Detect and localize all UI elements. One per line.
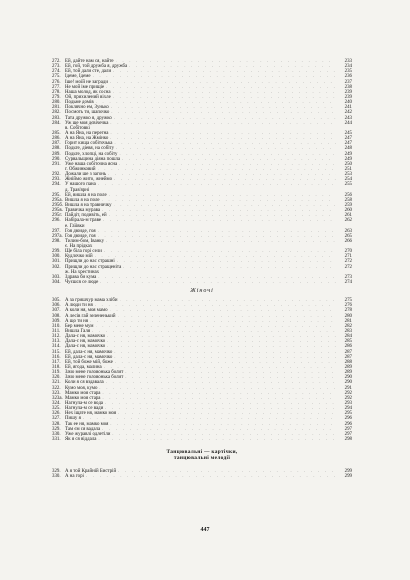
entry-page: 243 (344, 115, 352, 121)
entry-page: 291 (344, 385, 352, 391)
entry-number: 276. (52, 79, 61, 85)
entry-title: Травичка мурава (65, 208, 101, 214)
entry-page: 286 (344, 344, 352, 350)
index-entry (52, 473, 352, 478)
entry-title: Так ее ня, мамко моя (65, 421, 109, 427)
entry-title: Вишла я на поле (65, 197, 100, 203)
entry-title: Нагнула-м се вади (65, 406, 104, 412)
entry-number: 325. (52, 406, 61, 412)
entry-number: 310. (52, 323, 61, 329)
entry-page: 272 (344, 264, 352, 270)
index-entry (52, 120, 352, 125)
entry-page: 262 (344, 218, 352, 224)
entry-number: 296. (52, 218, 61, 224)
entry-title: Тата дружко я, дружко (65, 115, 112, 121)
entry-page: 265 (344, 233, 352, 239)
page-number: 447 (200, 527, 210, 533)
entry-number: 313. (52, 339, 61, 345)
entry-page: 273 (344, 274, 352, 280)
entry-title: Чуєшся се люде (65, 280, 99, 286)
index-page (52, 58, 352, 478)
entry-title: Зачо мене головонька болит (65, 370, 124, 376)
leader-dots (86, 473, 336, 478)
entry-title: Подьте, хлопці, на собіту (65, 151, 118, 157)
entry-number: 283. (52, 115, 61, 121)
leader-dots (100, 279, 336, 284)
entry-title: Дала-с ня, мамочко (65, 344, 106, 350)
leader-dots (103, 217, 336, 222)
entry-title: А лесів гай зелененький (65, 313, 116, 319)
entry-page: 285 (344, 339, 352, 345)
index-entry (52, 264, 352, 269)
entry-page: 280 (344, 313, 352, 319)
entry-title: Ей, вишла я на поле (65, 192, 107, 198)
index-entry (52, 238, 352, 243)
entry-title: Прищли до нас стращеніта (65, 264, 122, 270)
entry-title: А на Яна, на Жмінко (65, 136, 109, 142)
entry-page: 237 (344, 79, 352, 85)
entry-number: 295. (52, 192, 61, 198)
entry-page: 297 (344, 431, 352, 437)
entry-page: 241 (344, 105, 352, 111)
entry-title: Ей, ягода, малина (65, 365, 102, 371)
leader-dots (106, 238, 336, 243)
entry-number: 295в. (52, 208, 63, 214)
entry-page: 297 (344, 426, 352, 432)
entry-title: Ей, гой, той дружба я, дружба (65, 64, 128, 70)
entry-title: Гоя дюиде, гоя (65, 233, 96, 239)
entry-page: 233 (344, 59, 352, 64)
entry-number: 280. (52, 100, 61, 106)
entry-title: Уж ще моя дєвічечка (65, 120, 109, 126)
entry-page: 274 (344, 280, 352, 286)
leader-dots (98, 181, 336, 186)
entry-page: 272 (344, 259, 352, 265)
entry-page: 292 (344, 395, 352, 401)
entry-number: 321. (52, 380, 61, 386)
entry-number: 309. (52, 318, 61, 324)
entry-number: 311. (52, 329, 61, 335)
entry-title: Мамко моя стара (65, 390, 101, 396)
index-entry (52, 279, 352, 284)
entry-title: Ей, той боже мій, боже (65, 359, 113, 365)
entry-page: 247 (344, 141, 352, 147)
entry-number: 298. (52, 238, 61, 244)
entry-number: 324. (52, 401, 61, 406)
entry-page: 266 (344, 238, 352, 244)
entry-title: Ей, дала-с ня, мамочко (65, 354, 113, 360)
entry-title: Пайдіт, подивіть, ей (65, 213, 107, 219)
entry-number: 330. (52, 473, 61, 479)
entry-number: 329. (52, 468, 61, 474)
index-entry (52, 181, 352, 186)
entry-number: 323. (52, 390, 61, 396)
leader-dots (110, 120, 336, 125)
entry-number: 320. (52, 375, 61, 381)
leader-dots (123, 264, 336, 269)
entry-title: У нашого пана (65, 182, 96, 188)
entry-page: 290 (344, 380, 352, 386)
entry-page: 263 (344, 228, 352, 234)
entry-page: 234 (344, 64, 352, 70)
entry-title: Подьте, діевя, на собіту (65, 146, 115, 152)
entry-number: 328. (52, 421, 61, 427)
entry-page: 298 (344, 436, 352, 442)
entry-number: 297a. (52, 233, 63, 239)
entry-title: Бер мене мум (65, 323, 94, 329)
entry-title: А що ти ня (65, 318, 89, 324)
entry-number: 272. (52, 59, 61, 64)
entry-title: Пишу я (65, 416, 81, 422)
entry-number: 329. (52, 426, 61, 432)
entry-number: 288. (52, 146, 61, 152)
entry-title: Дожали ше з загонь (65, 172, 107, 178)
entry-title: г. Обжинковий (65, 166, 96, 172)
entry-page: 293 (344, 401, 352, 406)
entry-number: 307. (52, 308, 61, 314)
entry-title: Вишла я на травничку (65, 202, 112, 208)
entry-title: Жніймо жито, жнеймо (65, 177, 113, 183)
entry-page: 236 (344, 74, 352, 80)
entry-page: 253 (344, 172, 352, 178)
entry-page: 251 (344, 166, 352, 172)
entry-title: Ой, прихилений віхле (65, 94, 111, 100)
entry-number: 291. (52, 161, 61, 167)
entry-page: 288 (344, 359, 352, 365)
entry-number: 318. (52, 365, 61, 371)
entry-title: Набірала-м траве (65, 218, 102, 224)
entry-title: Дала-с ня, мамочко (65, 334, 106, 340)
entry-title: А коли ня, моя мамо (65, 308, 108, 314)
entry-number: 278. (52, 89, 61, 95)
entry-number: 308. (52, 313, 61, 319)
entry-number: 274. (52, 69, 61, 75)
entry-title: є. На прідках (65, 244, 93, 250)
entry-number: 312. (52, 334, 61, 340)
entry-number: 326. (52, 411, 61, 417)
entry-page: 250 (344, 161, 352, 167)
entry-number: 316. (52, 354, 61, 360)
entry-page: 281 (344, 318, 352, 324)
entry-title: А на Яна, на перегна (65, 130, 109, 136)
entry-number: 297. (52, 228, 61, 234)
entry-number: 319. (52, 370, 61, 376)
entry-number: 295б. (52, 202, 64, 208)
entry-title: Здрава би кума (65, 274, 97, 280)
entry-page: 299 (344, 473, 352, 479)
entry-title: е. Гаїівки (65, 223, 85, 229)
entry-number: 293. (52, 177, 61, 183)
entry-number: 295г. (52, 213, 63, 219)
entry-title: Уже журавлі одлетіли (65, 431, 111, 437)
entry-number: 306. (52, 303, 61, 309)
entry-number: 300. (52, 254, 61, 260)
entry-page: 248 (344, 146, 352, 152)
entry-page: 295 (344, 411, 352, 417)
entry-title: Наша молод, як сосна (65, 89, 111, 95)
entry-number: 327. (52, 416, 61, 422)
entry-page: 244 (344, 120, 352, 126)
entry-title: ж. На хрестинах (65, 269, 100, 275)
entry-title: Там єм ся вадала (65, 426, 101, 432)
entry-title: Горит кища собіточька (65, 141, 113, 147)
entry-number: 314. (52, 344, 61, 350)
entry-page: 242 (344, 110, 352, 116)
entry-number: 303. (52, 274, 61, 280)
entry-title: Гоя дюиде, гоя (65, 228, 96, 234)
entry-page: 284 (344, 334, 352, 340)
entry-title: Подьме домів (65, 100, 94, 106)
entry-page: 275 (344, 298, 352, 304)
entry-page: 296 (344, 416, 352, 422)
entry-title: Ей, дайте нам ся, найте (65, 59, 114, 64)
entry-page: 278 (344, 308, 352, 314)
entry-number: 301. (52, 259, 61, 265)
entry-number: 286. (52, 136, 61, 142)
entry-number: 279. (52, 94, 61, 100)
entry-page: 282 (344, 323, 352, 329)
leader-dots (98, 436, 336, 441)
entry-title: Вишла Галя (65, 329, 91, 335)
entry-page: 283 (344, 329, 352, 335)
entry-title: Кумо моя, кумо (65, 385, 98, 391)
entry-page: 254 (344, 177, 352, 183)
entry-title: Прищли до нас страшні (65, 259, 115, 265)
entry-number: 304. (52, 280, 61, 286)
entry-title: Ще біла горі сели (65, 249, 102, 255)
entry-number: 330. (52, 431, 61, 437)
entry-number: 282. (52, 110, 61, 116)
entry-title: А я той Крайній Бистрій (65, 468, 117, 474)
entry-number: 294. (52, 182, 61, 188)
entry-title: Тилим-бом, Іванку (65, 238, 105, 244)
entry-number: 317. (52, 359, 61, 365)
entry-page: 261 (344, 213, 352, 219)
entry-page: 289 (344, 365, 352, 371)
entry-page: 249 (344, 151, 352, 157)
entry-title: Посмоть ти, шапочко (65, 110, 110, 116)
entry-number: 281. (52, 105, 61, 111)
entry-page: 239 (344, 89, 352, 95)
entry-page: 247 (344, 136, 352, 142)
entry-page: 270 (344, 249, 352, 255)
entry-title: Сурвальщина діяна пошла (65, 156, 121, 162)
entry-page: 258 (344, 197, 352, 203)
entry-page: 299 (344, 468, 352, 474)
entry-page: 290 (344, 375, 352, 381)
entry-title: Ідеме, Ідеме (65, 74, 91, 80)
entry-number: 305. (52, 298, 61, 304)
entry-number: 289. (52, 151, 61, 157)
entry-number: 290. (52, 156, 61, 162)
entry-title: Уже наша собіточна ясна (65, 161, 118, 167)
entry-title: Дала-с ня, мамочко (65, 339, 106, 345)
entry-page: 289 (344, 370, 352, 376)
entry-number: 299. (52, 249, 61, 255)
entry-title: А за гришчур мама хліби (65, 298, 118, 304)
entry-number: 323a. (52, 395, 63, 401)
entry-title: Іше! моїй не загради (65, 79, 108, 85)
entry-number: 322. (52, 385, 61, 391)
entry-page: 235 (344, 69, 352, 75)
section-1-list (52, 58, 352, 284)
entry-page: 260 (344, 208, 352, 214)
entry-number: 331. (52, 436, 61, 442)
entry-page: 296 (344, 421, 352, 427)
entry-title: Кудлочко мій (65, 254, 93, 260)
entry-page: 259 (344, 202, 352, 208)
section-heading-zhinochi: Жіночі (190, 288, 214, 295)
entry-title: А люди ти ня (65, 303, 93, 309)
entry-title: Поклячно ем, Зунько (65, 105, 109, 111)
entry-title: Не мой іме прищіе (65, 84, 105, 90)
entry-title: Нех іщате ня, мамко моя (65, 411, 117, 417)
entry-page: 240 (344, 100, 352, 106)
entry-page: 245 (344, 130, 352, 136)
entry-title: в. Собітовкі (65, 125, 90, 131)
section-heading-dance-line1: Танцювальні — картічки, (166, 449, 238, 456)
entry-title: А на горі (65, 473, 84, 479)
entry-title: Зачо мене головонька болит (65, 375, 124, 381)
entry-number: 315. (52, 349, 61, 355)
entry-page: 276 (344, 303, 352, 309)
section-heading-dance (52, 449, 352, 461)
entry-title: Як я ся віддала (65, 436, 97, 442)
section-2-list (52, 297, 352, 441)
entry-page: 292 (344, 390, 352, 396)
entry-page: 287 (344, 349, 352, 355)
entry-page: 271 (344, 254, 352, 260)
section-heading-dance-line2: танцювальні мелодії (173, 455, 231, 462)
entry-title: Мамко моя стара (65, 395, 101, 401)
entry-number: 302. (52, 264, 61, 270)
section-3-list (52, 468, 352, 478)
entry-page: 294 (344, 406, 352, 412)
entry-number: 292. (52, 172, 61, 178)
entry-page: 255 (344, 182, 352, 188)
entry-number: 277. (52, 84, 61, 90)
entry-number: 275. (52, 74, 61, 80)
entry-number: 284. (52, 120, 61, 126)
entry-title: д. Трав'ярні (65, 187, 90, 193)
entry-page: 249 (344, 156, 352, 162)
entry-title: Ей, дала-с ня, мамочко (65, 349, 113, 355)
entry-number: 287. (52, 141, 61, 147)
entry-title: Коли я ся вздавала (65, 380, 104, 386)
entry-page: 256 (344, 192, 352, 198)
entry-number: 285. (52, 130, 61, 136)
entry-title: Ей, той дали сте, дали (65, 69, 112, 75)
entry-page: 239 (344, 94, 352, 100)
entry-page: 287 (344, 354, 352, 360)
entry-number: 273. (52, 64, 61, 70)
entry-number: 295a. (52, 197, 63, 203)
entry-title: Нагнула-м се вода (65, 401, 103, 406)
index-entry (52, 217, 352, 222)
entry-page: 238 (344, 84, 352, 90)
